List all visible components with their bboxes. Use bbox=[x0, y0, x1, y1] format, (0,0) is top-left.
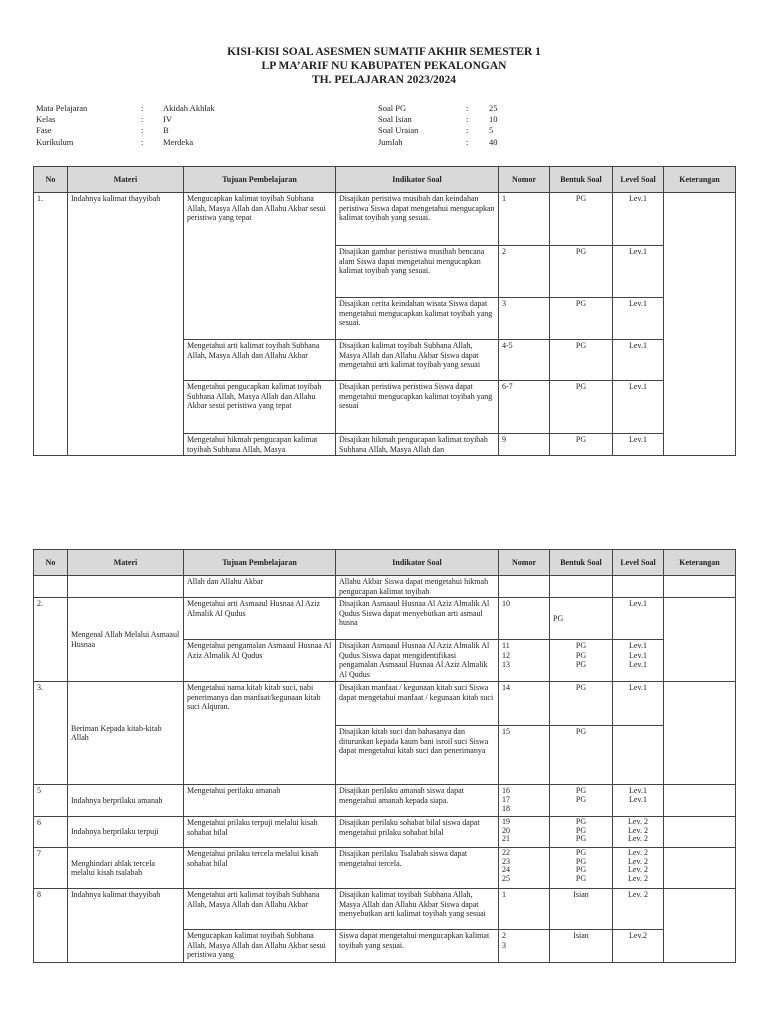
cell-nomor: 14 bbox=[499, 682, 550, 726]
cell-nomor: 6-7 bbox=[499, 381, 550, 434]
cell-bentuk: PG bbox=[550, 434, 613, 456]
info-separator: : bbox=[141, 114, 144, 125]
col-header-tujuan: Tujuan Pembelajaran bbox=[184, 550, 336, 576]
cell-keterangan bbox=[664, 193, 736, 456]
cell-nomor: 10 bbox=[499, 598, 550, 640]
col-header-materi: Materi bbox=[68, 550, 184, 576]
cell-no: 3. bbox=[34, 682, 68, 785]
cell-tujuan: Mengucapkan kalimat toyibah Subhana Allah, Masya Allah dan Allahu Akbar sesui peristiwa yang tepat bbox=[184, 193, 336, 340]
cell-bentuk: Isian bbox=[550, 930, 613, 963]
table-row bbox=[34, 598, 736, 640]
cell-level: Lev.1 Lev.1 bbox=[613, 785, 664, 817]
col-header-bentuk: Bentuk Soal bbox=[550, 550, 613, 576]
cell-indikator: Siswa dapat mengetahui mengucapkan kalimat toyibah yang sesuai. bbox=[336, 930, 499, 963]
cell-materi: Indahnya berprilaku amanah bbox=[68, 785, 184, 817]
table-row bbox=[34, 682, 736, 726]
cell-keterangan bbox=[664, 598, 736, 682]
col-header-indikator: Indikator Soal bbox=[336, 550, 499, 576]
cell-bentuk: PG bbox=[550, 340, 613, 381]
cell-bentuk: PG bbox=[550, 598, 613, 640]
cell-bentuk: PG bbox=[550, 193, 613, 246]
info-label: Soal Isian bbox=[378, 114, 412, 125]
table-row bbox=[34, 848, 736, 889]
cell-tujuan: Allah dan Allahu Akbar bbox=[184, 576, 336, 598]
cell-level bbox=[613, 576, 664, 598]
info-separator: : bbox=[141, 103, 144, 113]
cell-level: Lev.1 bbox=[613, 246, 664, 298]
cell-no: 1. bbox=[34, 193, 68, 456]
cell-bentuk: PG bbox=[550, 246, 613, 298]
cell-tujuan: Mengetahui pengamalan Asmaaul Husnaa Al Aziz Almalik Al Qudus bbox=[184, 640, 336, 682]
cell-bentuk: PG PG PG PG bbox=[550, 848, 613, 889]
cell-keterangan bbox=[664, 817, 736, 848]
info-right-labels bbox=[378, 103, 458, 148]
cell-bentuk: PG bbox=[550, 298, 613, 340]
cell-tujuan: Mengetahui arti kalimat toyibah Subhana Allah, Masya Allah dan Allahu Akbar bbox=[184, 340, 336, 381]
cell-keterangan bbox=[664, 682, 736, 785]
institution-title: LP MA’ARIF NU KABUPATEN PEKALONGAN bbox=[261, 60, 507, 72]
table-row bbox=[34, 785, 736, 817]
cell-bentuk: Isian bbox=[550, 889, 613, 930]
col-header-no: No bbox=[34, 167, 68, 193]
info-value: Akidah Akhlak bbox=[163, 103, 215, 113]
info-right-values bbox=[489, 103, 529, 148]
cell-indikator: Disajikan perilaku amanah siswa dapat mengetahui amanah kepada siapa. bbox=[336, 785, 499, 817]
cell-indikator: Disajikan perilaku Tsalabah siswa dapat mengetahui tercela. bbox=[336, 848, 499, 889]
info-value: IV bbox=[163, 114, 172, 125]
cell-level: Lev.1 bbox=[613, 598, 664, 640]
cell-tujuan: Mengetahui arti Asmaaul Husnaa Al Aziz Almalik Al Qudus bbox=[184, 598, 336, 640]
cell-no: 7 bbox=[34, 848, 68, 889]
info-separator: : bbox=[466, 114, 469, 125]
cell-level: Lev.2 bbox=[613, 930, 664, 963]
cell-bentuk: PG PG PG bbox=[550, 640, 613, 682]
cell-level: Lev.1 bbox=[613, 682, 664, 726]
info-label: Mata Pelajaran bbox=[36, 103, 88, 113]
info-value: Merdeka bbox=[163, 136, 194, 147]
cell-nomor: 2 bbox=[499, 246, 550, 298]
cell-level: Lev. 2 Lev. 2 Lev. 2 Lev. 2 bbox=[613, 848, 664, 889]
cell-materi bbox=[68, 576, 184, 598]
cell-nomor: 9 bbox=[499, 434, 550, 456]
kisi-kisi-table-page-2 bbox=[33, 549, 736, 963]
info-label: Jumlah bbox=[378, 136, 403, 147]
cell-indikator: Disajikan kalimat toyibah Subhana Allah, Masya Allah dan Allahu Akbar Siswa dapat mengetahui arti kalimat toyibah yang sesuai bbox=[336, 340, 499, 381]
info-value: 5 bbox=[489, 125, 494, 136]
info-label: Kelas bbox=[36, 114, 56, 125]
info-label: Fase bbox=[36, 125, 52, 136]
cell-tujuan: Mengetahui pengucapkan kalimat toyibah Subhana Allah, Masya Allah dan Allahu Akbar sesui peristiwa yang tepat bbox=[184, 381, 336, 434]
cell-tujuan: Mengetahui prilaku terpuji melalui kisah sohabat bilal bbox=[184, 817, 336, 848]
cell-nomor: 16 17 18 bbox=[499, 785, 550, 817]
academic-year-title: TH. PELAJARAN 2023/2024 bbox=[311, 74, 457, 86]
cell-no bbox=[34, 576, 68, 598]
col-header-bentuk: Bentuk Soal bbox=[550, 167, 613, 193]
info-label: Kurikulum bbox=[36, 136, 74, 147]
cell-nomor: 15 bbox=[499, 726, 550, 785]
cell-bentuk: PG bbox=[550, 726, 613, 785]
info-left-labels bbox=[36, 103, 151, 148]
col-header-tujuan: Tujuan Pembelajaran bbox=[184, 167, 336, 193]
cell-materi: Menghindari ahlak tercela melalui kisah tsalabah bbox=[68, 848, 184, 889]
col-header-keterangan: Keterangan bbox=[664, 550, 736, 576]
cell-level bbox=[613, 726, 664, 785]
table-row bbox=[34, 889, 736, 930]
cell-keterangan bbox=[664, 785, 736, 817]
cell-indikator: Disajikan gambar peristiwa musibah bencana alam Siswa dapat mengetahui mengucapkan kalimat toyibah yang sesuai. bbox=[336, 246, 499, 298]
table-row bbox=[34, 193, 736, 246]
table-header-row bbox=[34, 167, 736, 193]
kisi-kisi-table-page-1 bbox=[33, 166, 736, 456]
cell-indikator: Disajikan Asmaaul Husnaa Al Aziz Almalik Al Qudus Siswa dapat menyebutkan arti asmaul husna bbox=[336, 598, 499, 640]
table-row bbox=[34, 576, 736, 598]
cell-tujuan: Mengetahui arti kalimat toyibah Subhana Allah, Masya Allah dan Allahu Akbar bbox=[184, 889, 336, 930]
col-header-nomor: Nomor bbox=[499, 550, 550, 576]
cell-nomor: 1 bbox=[499, 889, 550, 930]
cell-materi: Mengenal Allah Melalui Asmaaul Husnaa bbox=[68, 598, 184, 682]
cell-level: Lev.1 bbox=[613, 340, 664, 381]
col-header-no: No bbox=[34, 550, 68, 576]
cell-bentuk: PG bbox=[550, 381, 613, 434]
cell-nomor bbox=[499, 576, 550, 598]
cell-indikator: Disajikan Asmaaul Husnaa Al Aziz Almalik Al Qudus Siswa dapat mengidentifikasi pengamalan Asmaaul Husnaa Al Aziz Almalik Al Qudus bbox=[336, 640, 499, 682]
cell-bentuk bbox=[550, 576, 613, 598]
cell-bentuk: PG PG PG bbox=[550, 817, 613, 848]
cell-level: Lev.1 bbox=[613, 298, 664, 340]
info-value: 25 bbox=[489, 103, 498, 113]
cell-level: Lev.1 Lev.1 Lev.1 bbox=[613, 640, 664, 682]
cell-no: 8 bbox=[34, 889, 68, 963]
cell-tujuan: Mengetahui prilaku tercela melalui kisah sohabat bilal bbox=[184, 848, 336, 889]
info-separator: : bbox=[141, 125, 144, 136]
cell-indikator: Disajikan kitab suci dan bahasanya dan diturunkan kepada kaum bani isroil suci Siswa dapat mengetahui kitab suci dan penerimanya bbox=[336, 726, 499, 785]
cell-tujuan: Mengucapkan kalimat toyibah Subhana Allah, Masya Allah dan Allahu Akbar sesui peristiwa yang bbox=[184, 930, 336, 963]
col-header-level: Level Soal bbox=[613, 550, 664, 576]
cell-level: Lev. 2 Lev. 2 Lev. 2 bbox=[613, 817, 664, 848]
info-label: Soal Uraian bbox=[378, 125, 419, 136]
info-value: 10 bbox=[489, 114, 498, 125]
document-title: KISI-KISI SOAL ASESMEN SUMATIF AKHIR SEMESTER 1 bbox=[227, 46, 541, 58]
cell-nomor: 4-5 bbox=[499, 340, 550, 381]
cell-no: 2. bbox=[34, 598, 68, 682]
cell-indikator: Allahu Akbar Siswa dapat mengetahui hikmah pengucapan kalimat toyibah bbox=[336, 576, 499, 598]
info-separator: : bbox=[466, 125, 469, 136]
cell-bentuk: PG bbox=[550, 682, 613, 726]
table-row bbox=[34, 817, 736, 848]
cell-indikator: Disajikan kalimat toyibah Subhana Allah, Masya Allah dan Allahu Akbar Siswa dapat menyebutkan arti kalimat toyibah yang sesuai bbox=[336, 889, 499, 930]
cell-level: Lev.1 bbox=[613, 434, 664, 456]
info-right-separators bbox=[466, 103, 476, 148]
cell-indikator: Disajikan cerita keindahan wisata Siswa dapat mengetahui mengucapkan kalimat toyibah yang sesuai. bbox=[336, 298, 499, 340]
cell-level: Lev.1 bbox=[613, 193, 664, 246]
cell-keterangan bbox=[664, 848, 736, 889]
cell-level: Lev.1 bbox=[613, 381, 664, 434]
info-value: B bbox=[163, 125, 169, 136]
col-header-keterangan: Keterangan bbox=[664, 167, 736, 193]
cell-indikator: Disajikan perilaku sohabat bilal siswa dapat mengetahui prilaku sohabat bilal bbox=[336, 817, 499, 848]
cell-materi: Indahnya berprilaku terpuji bbox=[68, 817, 184, 848]
info-left-values bbox=[163, 103, 313, 148]
cell-tujuan: Mengetahui hikmah pengucapan kalimat toyibah Subhana Allah, Masya bbox=[184, 434, 336, 456]
cell-materi: Beriman Kepada kitab-kitab Allah bbox=[68, 682, 184, 785]
cell-level: Lev. 2 bbox=[613, 889, 664, 930]
cell-nomor: 2 3 bbox=[499, 930, 550, 963]
cell-indikator: Disajikan peristiwa peristiwa Siswa dapat mengetahui mengucapkan kalimat toyibah yang sesuai bbox=[336, 381, 499, 434]
cell-nomor: 22 23 24 25 bbox=[499, 848, 550, 889]
col-header-indikator: Indikator Soal bbox=[336, 167, 499, 193]
cell-no: 6 bbox=[34, 817, 68, 848]
info-value: 40 bbox=[489, 136, 498, 147]
cell-keterangan bbox=[664, 889, 736, 963]
cell-nomor: 19 20 21 bbox=[499, 817, 550, 848]
col-header-nomor: Nomor bbox=[499, 167, 550, 193]
cell-tujuan: Mengetahui perilaku amanah bbox=[184, 785, 336, 817]
info-separator: : bbox=[466, 103, 469, 113]
cell-nomor: 3 bbox=[499, 298, 550, 340]
col-header-level: Level Soal bbox=[613, 167, 664, 193]
table-header-row bbox=[34, 550, 736, 576]
cell-no: 5 bbox=[34, 785, 68, 817]
cell-tujuan: Mengetahui nama kitab kitab suci, nabi penerimanya dan manfaat/kegunaan kitab suci Alquran. bbox=[184, 682, 336, 785]
cell-nomor: 1 bbox=[499, 193, 550, 246]
cell-bentuk: PG PG bbox=[550, 785, 613, 817]
info-separator: : bbox=[466, 136, 469, 147]
info-label: Soal PG bbox=[378, 103, 407, 113]
col-header-materi: Materi bbox=[68, 167, 184, 193]
cell-keterangan bbox=[664, 576, 736, 598]
info-left-separators bbox=[141, 103, 151, 148]
cell-materi: Indahnya kalimat thayyibah bbox=[68, 193, 184, 456]
cell-indikator: Disajikan hikmah pengucapan kalimat toyibah Subhana Allah, Masya Allah dan bbox=[336, 434, 499, 456]
cell-indikator: Disajikan peristiwa musibah dan keindahan peristiwa Siswa dapat mengetahui mengucapkan kalimat toyibah yang sesuai. bbox=[336, 193, 499, 246]
cell-indikator: Disajikan manfaat / kegunaan kitab suci Siswa dapat mengetahui manfaat / kegunaan kitab suci bbox=[336, 682, 499, 726]
info-separator: : bbox=[141, 136, 144, 147]
cell-materi: Indahnya kalimat thayyibah bbox=[68, 889, 184, 963]
cell-nomor: 11 12 13 bbox=[499, 640, 550, 682]
